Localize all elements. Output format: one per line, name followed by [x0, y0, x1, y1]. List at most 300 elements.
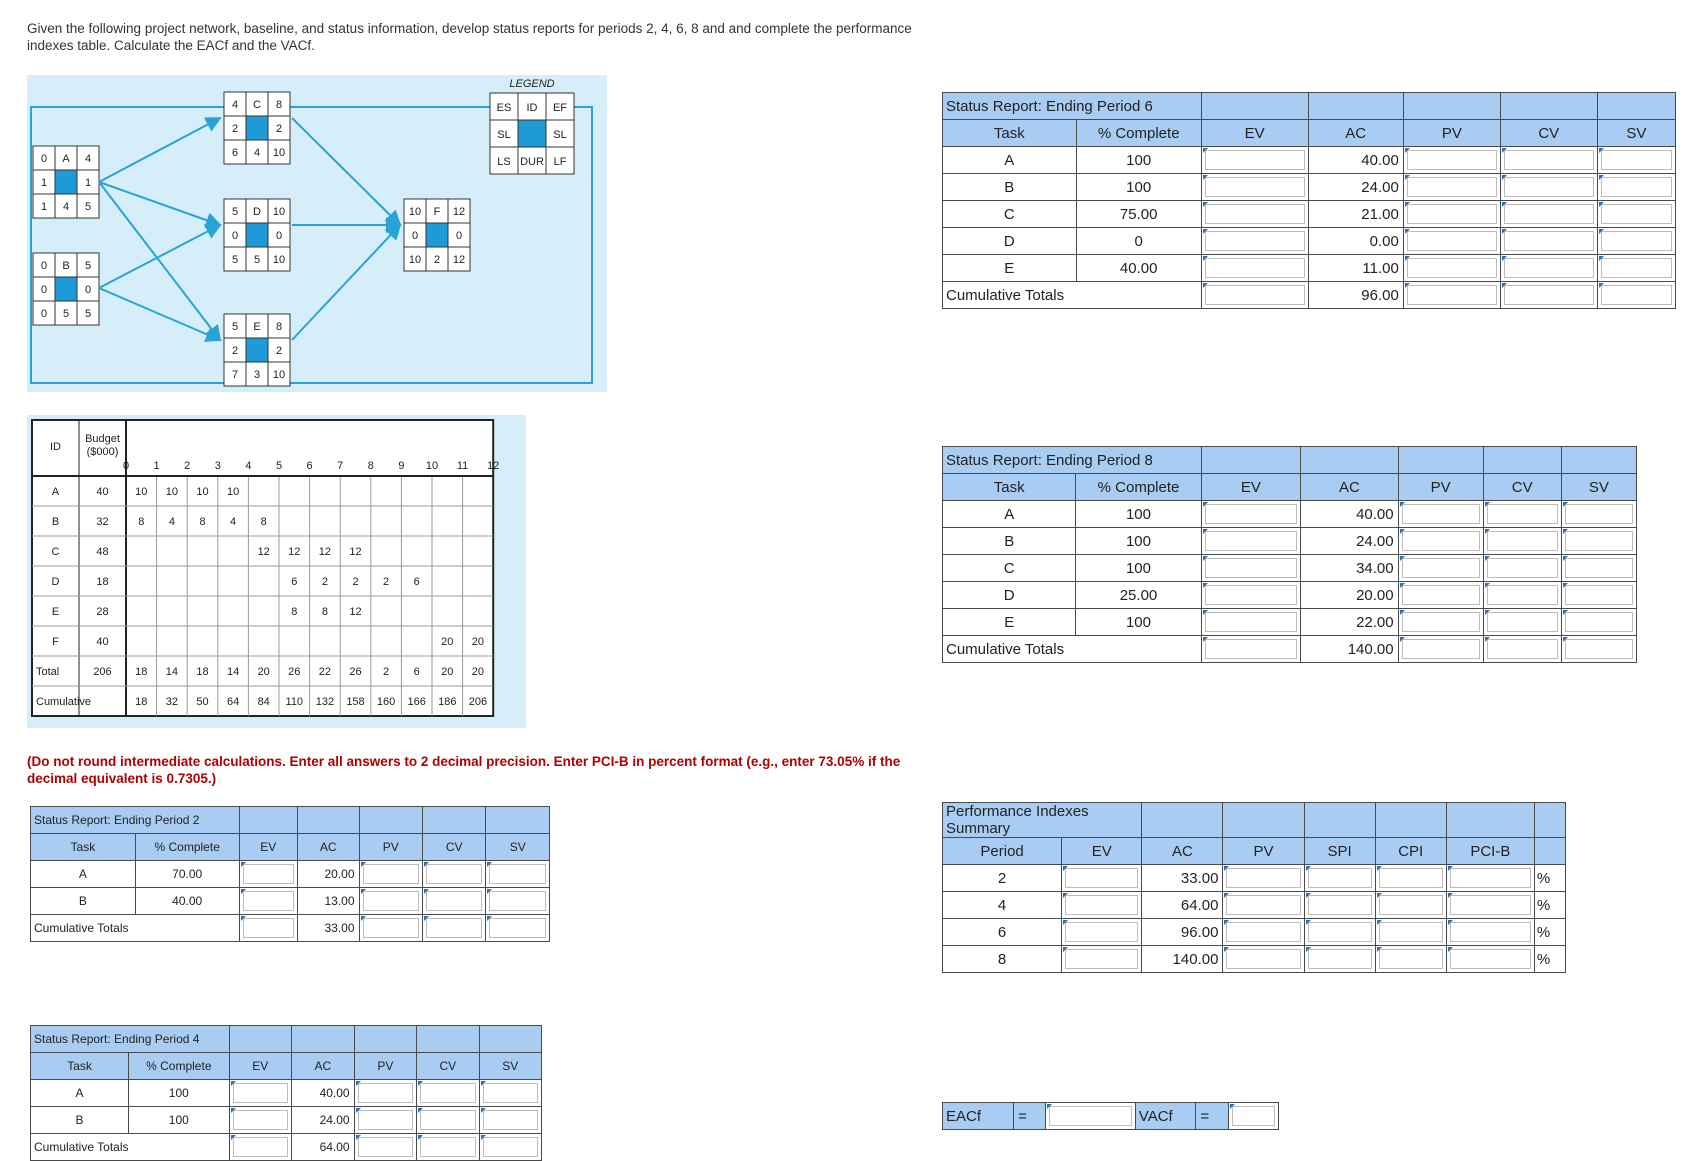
legend-title: LEGEND: [509, 78, 555, 90]
node-F-value: 2: [433, 254, 441, 266]
pct-cell: 75.00: [1076, 201, 1201, 228]
ac-cell: 40.00: [1308, 147, 1403, 174]
pv-total-cell: [1403, 282, 1500, 309]
node-F-value: 0: [411, 230, 419, 242]
ev-total-input[interactable]: [1205, 285, 1305, 305]
ev-input[interactable]: [1065, 895, 1138, 915]
ac-header: AC: [1308, 120, 1403, 147]
cv-header: CV: [1500, 120, 1597, 147]
node-F-value: 0: [455, 230, 463, 242]
cv-total-cell: [1483, 636, 1561, 663]
ev-input[interactable]: [1205, 558, 1298, 578]
cv-total-cell: [417, 1134, 479, 1161]
cv-input[interactable]: [420, 1110, 475, 1130]
sv-input[interactable]: [1601, 231, 1672, 251]
task-row: [943, 147, 1676, 174]
period-cell: 4: [943, 892, 1062, 919]
task-cell: B: [943, 528, 1076, 555]
pv-input[interactable]: [1407, 150, 1497, 170]
ac-header: AC: [1142, 838, 1223, 865]
pv-total-input[interactable]: [363, 918, 419, 938]
spi-input[interactable]: [1308, 868, 1372, 888]
network-arrow: [292, 225, 400, 340]
cv-cell: [1500, 174, 1597, 201]
task-cell: D: [943, 228, 1077, 255]
row-value: 2: [383, 666, 390, 678]
pv-cell: [1403, 174, 1500, 201]
pv-input[interactable]: [1226, 922, 1300, 942]
sv-input[interactable]: [1601, 150, 1672, 170]
node-D-value: 5: [231, 206, 239, 218]
ac-cell: 20.00: [1301, 582, 1398, 609]
sv-total-input[interactable]: [1565, 639, 1633, 659]
network-arrow: [99, 225, 220, 288]
cv-cell: [1500, 201, 1597, 228]
id-header: ID: [50, 441, 61, 453]
pv-input[interactable]: [1226, 949, 1300, 969]
cv-input[interactable]: [1487, 558, 1558, 578]
pct-cell: 100: [129, 1080, 229, 1107]
report-8-rows: [943, 501, 1637, 636]
ev-cell: [1062, 892, 1142, 919]
task-cell: A: [31, 861, 136, 888]
pcib-input[interactable]: [1450, 868, 1531, 888]
ev-cell: [1062, 946, 1142, 973]
task-cell: A: [31, 1080, 129, 1107]
sv-input[interactable]: [1601, 204, 1672, 224]
row-id: E: [51, 606, 60, 618]
node-F-value: 10: [408, 254, 422, 266]
pv-input[interactable]: [363, 864, 419, 884]
sv-input[interactable]: [1601, 258, 1672, 278]
pv-header: PV: [1223, 838, 1304, 865]
eac-vac-row: [942, 1102, 1279, 1130]
row-value: 12: [288, 546, 301, 558]
spi-input[interactable]: [1308, 949, 1372, 969]
ev-input[interactable]: [243, 864, 294, 884]
pcib-input[interactable]: [1450, 895, 1531, 915]
ac-total-cell: 96.00: [1308, 282, 1403, 309]
row-value: 20: [257, 666, 270, 678]
sv-cell: [1561, 582, 1636, 609]
node-C-value: 4: [231, 99, 239, 111]
ac-cell: 24.00: [1308, 174, 1403, 201]
ac-total-cell: 64.00: [291, 1134, 354, 1161]
task-cell: B: [31, 888, 136, 915]
ac-cell: 20.00: [298, 861, 359, 888]
ev-header: EV: [239, 834, 297, 861]
pv-total-cell: [354, 1134, 416, 1161]
cv-cell: [1483, 501, 1561, 528]
pcib-input[interactable]: [1450, 922, 1531, 942]
pv-input[interactable]: [1226, 895, 1300, 915]
legend-label: SL: [497, 129, 511, 141]
pv-input[interactable]: [1407, 177, 1497, 197]
status-report-period-4: [30, 1025, 542, 1161]
node-A: [33, 146, 99, 218]
node-B-value: 0: [40, 260, 48, 272]
row-id: F: [52, 636, 59, 648]
task-row: [943, 555, 1637, 582]
row-value: 20: [441, 636, 454, 648]
sv-cell: [486, 888, 550, 915]
ev-total-cell: [1201, 282, 1308, 309]
row-value: 206: [468, 696, 488, 708]
ev-total-input[interactable]: [233, 1137, 288, 1157]
cv-cell: [1483, 528, 1561, 555]
cv-total-cell: [422, 915, 485, 942]
ev-input[interactable]: [243, 891, 294, 911]
sv-input[interactable]: [483, 1083, 539, 1103]
cv-input[interactable]: [1487, 504, 1558, 524]
ev-cell: [1201, 201, 1308, 228]
pv-input[interactable]: [1407, 231, 1497, 251]
sv-input[interactable]: [489, 891, 546, 911]
row-budget: 40: [96, 636, 109, 648]
ev-cell: [1201, 228, 1308, 255]
ac-cell: 0.00: [1308, 228, 1403, 255]
pct-cell: 40.00: [1076, 255, 1201, 282]
ac-cell: 40.00: [291, 1080, 354, 1107]
task-header: Task: [943, 120, 1077, 147]
cv-cell: [417, 1107, 479, 1134]
row-value: 22: [318, 666, 332, 678]
pv-input[interactable]: [358, 1083, 413, 1103]
ev-cell: [239, 861, 297, 888]
ev-cell: [239, 888, 297, 915]
period-tick: 10: [425, 460, 439, 472]
cv-input[interactable]: [1504, 150, 1594, 170]
cv-input[interactable]: [1504, 231, 1594, 251]
pv-header: PV: [1403, 120, 1500, 147]
row-value: 26: [288, 666, 301, 678]
period-tick: 1: [153, 460, 160, 472]
pct-cell: 100: [1076, 501, 1201, 528]
ev-input[interactable]: [1205, 150, 1305, 170]
row-budget: 48: [96, 546, 109, 558]
cv-input[interactable]: [1504, 177, 1594, 197]
cv-cell: [1500, 147, 1597, 174]
ev-cell: [229, 1107, 291, 1134]
task-cell: E: [943, 255, 1077, 282]
pct-cell: 100: [1076, 174, 1201, 201]
cpi-input[interactable]: [1379, 949, 1443, 969]
ev-cell: [1201, 255, 1308, 282]
row-value: 10: [165, 486, 179, 498]
ev-input[interactable]: [1065, 949, 1138, 969]
task-cell: C: [943, 555, 1076, 582]
node-A-value: A: [62, 153, 70, 165]
node-E-value: 8: [275, 321, 283, 333]
ev-input[interactable]: [233, 1083, 288, 1103]
pct-cell: 0: [1076, 228, 1201, 255]
task-row: [943, 582, 1637, 609]
cpi-input[interactable]: [1379, 868, 1443, 888]
report-title: Status Report: Ending Period 4: [31, 1026, 230, 1053]
ev-header: EV: [1201, 474, 1301, 501]
percent-sign: %: [1534, 892, 1565, 919]
ev-input[interactable]: [1205, 231, 1305, 251]
task-row: [943, 228, 1676, 255]
row-value: 158: [346, 696, 365, 708]
ev-header: EV: [1201, 120, 1308, 147]
period-tick: 3: [214, 460, 221, 472]
task-row: [943, 201, 1676, 228]
task-cell: E: [943, 609, 1076, 636]
node-A-value: 5: [84, 201, 92, 213]
status-report-period-2: [30, 806, 550, 942]
row-value: 110: [285, 696, 304, 708]
row-value: 8: [321, 606, 328, 618]
status-report-period-6: [942, 92, 1676, 309]
cv-input[interactable]: [1504, 204, 1594, 224]
sv-cell: [1561, 555, 1636, 582]
node-E: [224, 314, 290, 386]
cv-input[interactable]: [426, 891, 482, 911]
node-A-value: 4: [62, 201, 70, 213]
ev-input[interactable]: [233, 1110, 288, 1130]
pv-cell: [1223, 946, 1304, 973]
pv-input[interactable]: [1402, 504, 1480, 524]
ac-header: AC: [291, 1053, 354, 1080]
period-tick: 12: [487, 460, 500, 472]
row-budget: 40: [96, 486, 109, 498]
sv-input[interactable]: [483, 1110, 539, 1130]
spi-input[interactable]: [1308, 922, 1372, 942]
cv-input[interactable]: [1487, 612, 1558, 632]
ev-total-cell: [229, 1134, 291, 1161]
pv-cell: [1223, 865, 1304, 892]
cv-input[interactable]: [420, 1083, 475, 1103]
task-cell: D: [943, 582, 1076, 609]
legend-cell: [518, 120, 546, 147]
pv-input[interactable]: [1226, 868, 1300, 888]
sv-input[interactable]: [1565, 558, 1633, 578]
project-network-diagram: [27, 75, 607, 392]
row-value: 6: [413, 576, 420, 588]
pv-total-input[interactable]: [1402, 639, 1480, 659]
sv-input[interactable]: [1601, 177, 1672, 197]
ev-input[interactable]: [1205, 177, 1305, 197]
ev-input[interactable]: [1065, 868, 1138, 888]
row-value: 50: [196, 696, 209, 708]
cpi-cell: [1375, 919, 1446, 946]
network-arrow: [99, 182, 220, 340]
row-value: 20: [471, 636, 485, 648]
pv-cell: [1223, 919, 1304, 946]
cv-cell: [422, 861, 485, 888]
pcib-header: PCI-B: [1446, 838, 1534, 865]
sv-header: SV: [479, 1053, 542, 1080]
node-D-value: 10: [272, 254, 286, 266]
node-B-value: 0: [40, 308, 48, 320]
row-budget: 18: [96, 576, 109, 588]
row-budget: 32: [96, 516, 109, 528]
cv-cell: [422, 888, 485, 915]
cv-total-cell: [1500, 282, 1597, 309]
cv-header: CV: [1483, 474, 1561, 501]
pv-input[interactable]: [1402, 585, 1480, 605]
report-title: Status Report: Ending Period 6: [943, 93, 1202, 120]
cv-input[interactable]: [1487, 585, 1558, 605]
pv-input[interactable]: [1402, 531, 1480, 551]
pv-total-input[interactable]: [1407, 285, 1497, 305]
ev-input[interactable]: [1205, 204, 1305, 224]
node-B-value: B: [62, 260, 70, 272]
row-value: 14: [165, 666, 179, 678]
legend-label: LS: [497, 156, 511, 168]
node-B-value: 0: [84, 284, 92, 296]
node-D-value: 0: [231, 230, 239, 242]
row-value: 26: [349, 666, 362, 678]
ev-header: EV: [229, 1053, 291, 1080]
pv-header: PV: [359, 834, 422, 861]
sv-input[interactable]: [1565, 531, 1633, 551]
ev-input[interactable]: [1205, 612, 1298, 632]
row-value: 160: [376, 696, 396, 708]
perf-row: [943, 946, 1566, 973]
ac-cell: 40.00: [1301, 501, 1398, 528]
row-value: 12: [349, 606, 362, 618]
spi-input[interactable]: [1308, 895, 1372, 915]
row-value: 2: [383, 576, 390, 588]
period-cell: 2: [943, 865, 1062, 892]
sv-total-cell: [1597, 282, 1675, 309]
eacf-cell: [1046, 1103, 1135, 1130]
sv-total-input[interactable]: [489, 918, 546, 938]
node-C-value: 10: [272, 147, 286, 159]
ev-input[interactable]: [1065, 922, 1138, 942]
period-header: Period: [943, 838, 1062, 865]
cv-total-input[interactable]: [1487, 639, 1558, 659]
pv-input[interactable]: [1407, 204, 1497, 224]
task-header: Task: [31, 834, 136, 861]
cv-input[interactable]: [1504, 258, 1594, 278]
row-budget: 206: [93, 666, 112, 678]
row-value: 18: [135, 696, 148, 708]
ac-cell: 22.00: [1301, 609, 1398, 636]
sv-input[interactable]: [1565, 585, 1633, 605]
node-E-value: 2: [275, 345, 283, 357]
sv-cell: [1561, 501, 1636, 528]
cv-input[interactable]: [426, 864, 482, 884]
row-id: C: [51, 546, 60, 558]
ac-total-cell: 140.00: [1301, 636, 1398, 663]
cpi-cell: [1375, 946, 1446, 973]
node-C-value: C: [253, 99, 261, 111]
ev-input[interactable]: [1205, 504, 1298, 524]
cv-total-input[interactable]: [1504, 285, 1594, 305]
row-value: 12: [318, 546, 332, 558]
pv-total-input[interactable]: [358, 1137, 413, 1157]
network-svg: [27, 75, 607, 392]
task-row: [943, 501, 1637, 528]
pv-cell: [1398, 501, 1483, 528]
sv-total-input[interactable]: [483, 1137, 539, 1157]
row-value: 4: [168, 516, 175, 528]
ev-input[interactable]: [1205, 258, 1305, 278]
ac-cell: 24.00: [291, 1107, 354, 1134]
ev-input[interactable]: [1205, 531, 1298, 551]
perf-title: Performance Indexes Summary: [943, 803, 1142, 838]
sv-input[interactable]: [489, 864, 546, 884]
pv-total-cell: [359, 915, 422, 942]
pv-input[interactable]: [1407, 258, 1497, 278]
row-value: 10: [196, 486, 209, 498]
pv-header: PV: [1398, 474, 1483, 501]
pct-cell: 100: [1076, 555, 1201, 582]
question-text: Given the following project network, baseline, and status information, develop status reports for periods 2, 4, 6, 8 and and complete the performance indexes table. Calculate the EACf and the VACf.: [27, 21, 912, 53]
ev-total-input[interactable]: [1205, 639, 1298, 659]
cpi-input[interactable]: [1379, 922, 1443, 942]
ac-header: AC: [298, 834, 359, 861]
pv-input[interactable]: [1402, 558, 1480, 578]
row-value: 2: [352, 576, 359, 588]
pcib-input[interactable]: [1450, 949, 1531, 969]
sv-total-input[interactable]: [1601, 285, 1672, 305]
row-id: Cumulative: [36, 696, 92, 708]
row-value: 4: [230, 516, 237, 528]
eacf-equals: =: [1014, 1103, 1046, 1130]
cpi-input[interactable]: [1379, 895, 1443, 915]
cv-total-input[interactable]: [426, 918, 482, 938]
node-C: [224, 92, 290, 164]
ac-header: AC: [1301, 474, 1398, 501]
node-D-value: 5: [253, 254, 261, 266]
pcib-cell: [1446, 946, 1534, 973]
row-value: 14: [226, 666, 240, 678]
cumulative-totals-label: Cumulative Totals: [943, 636, 1202, 663]
sv-input[interactable]: [1565, 612, 1633, 632]
ev-cell: [1201, 501, 1301, 528]
pv-input[interactable]: [363, 891, 419, 911]
sv-input[interactable]: [1565, 504, 1633, 524]
pv-input[interactable]: [358, 1110, 413, 1130]
vacf-input[interactable]: [1232, 1106, 1275, 1126]
pv-cell: [1403, 255, 1500, 282]
network-arrow: [292, 118, 400, 225]
legend-label: DUR: [520, 156, 544, 168]
cv-cell: [1500, 255, 1597, 282]
pv-input[interactable]: [1402, 612, 1480, 632]
eacf-input[interactable]: [1049, 1106, 1131, 1126]
sv-cell: [1597, 228, 1675, 255]
row-value: 18: [135, 666, 148, 678]
period-tick: 5: [275, 460, 283, 472]
spi-cell: [1304, 892, 1375, 919]
node-C-value: 6: [231, 147, 239, 159]
cv-input[interactable]: [1487, 531, 1558, 551]
vacf-equals: =: [1196, 1103, 1228, 1130]
vacf-cell: [1228, 1103, 1278, 1130]
sv-cell: [1561, 609, 1636, 636]
node-A-value: 0: [40, 153, 48, 165]
node-F-value: 12: [452, 206, 466, 218]
pct-complete-header: % Complete: [135, 834, 239, 861]
pv-cell: [1398, 555, 1483, 582]
cpi-header: CPI: [1375, 838, 1446, 865]
ev-input[interactable]: [1205, 585, 1298, 605]
eacf-label: EACf: [943, 1103, 1014, 1130]
sv-cell: [479, 1107, 542, 1134]
schedule-svg: [27, 415, 526, 728]
ev-cell: [1201, 174, 1308, 201]
budget-unit: ($000): [86, 446, 119, 458]
cv-cell: [1500, 228, 1597, 255]
cv-total-input[interactable]: [420, 1137, 475, 1157]
period-tick: 4: [245, 460, 252, 472]
ev-total-input[interactable]: [243, 918, 294, 938]
